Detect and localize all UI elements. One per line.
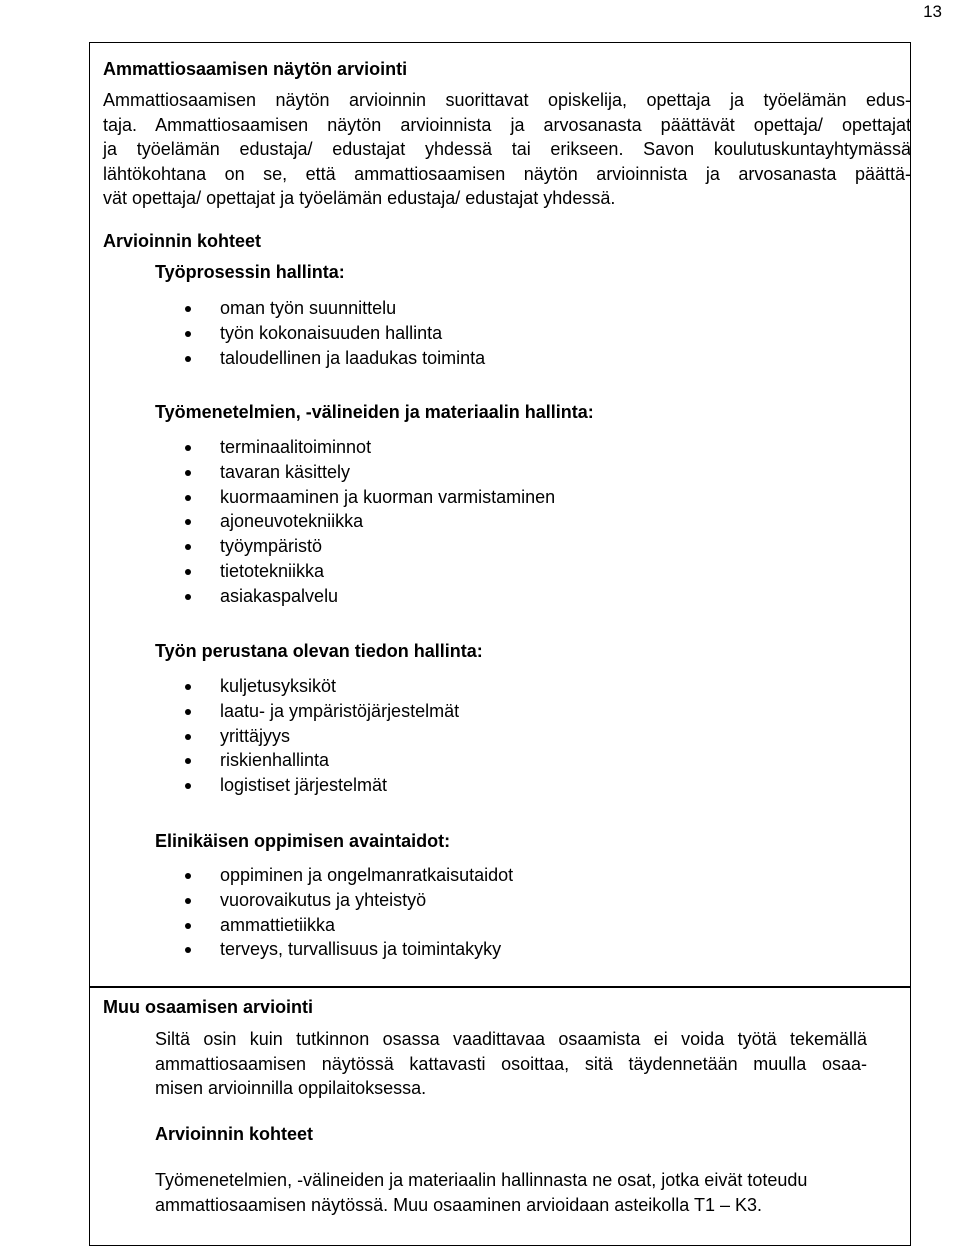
list-item: laatu- ja ympäristöjärjestelmät	[220, 699, 459, 724]
section-title: Muu osaamisen arviointi	[103, 997, 314, 1017]
page-number: 13	[923, 2, 942, 21]
paragraph-line: misen arvioinnilla oppilaitoksessa.	[155, 1078, 427, 1098]
list-item: oman työn suunnittelu	[220, 296, 485, 321]
list-item: kuormaaminen ja kuorman varmistaminen	[220, 485, 555, 510]
list-item: asiakaspalvelu	[220, 584, 555, 609]
paragraph-line: ja työelämän edustaja/ edustajat yhdessä tai erikseen. Savon koulutuskuntayhtymässä	[103, 139, 911, 159]
paragraph-line: lähtökohtana on se, että ammattiosaamisen näytön arvioinnista ja arvosanasta päättä-	[103, 163, 911, 184]
list-item: terminaalitoiminnot	[220, 435, 555, 460]
list-item: työympäristö	[220, 534, 555, 559]
list-item: työn kokonaisuuden hallinta	[220, 321, 485, 346]
list-item: kuljetusyksiköt	[220, 674, 459, 699]
paragraph	[155, 1027, 867, 1101]
list-item: tavaran käsittely	[220, 460, 555, 485]
list-item: ammattietiikka	[220, 913, 513, 938]
list-item: riskienhallinta	[220, 748, 459, 773]
group-title: Työn perustana olevan tiedon hallinta:	[155, 641, 483, 661]
group-title: Työmenetelmien, -välineiden ja materiaalin hallinta:	[155, 402, 594, 422]
bullet-list	[220, 435, 555, 609]
subheading: Arvioinnin kohteet	[103, 231, 262, 251]
bullet-list	[220, 296, 485, 370]
list-item: terveys, turvallisuus ja toimintakyky	[220, 937, 513, 962]
list-item: logistiset järjestelmät	[220, 773, 459, 798]
list-item: vuorovaikutus ja yhteistyö	[220, 888, 513, 913]
paragraph-line: Työmenetelmien, -välineiden ja materiaalin hallinnasta ne osat, jotka eivät toteudu	[155, 1170, 808, 1190]
group-title: Elinikäisen oppimisen avaintaidot:	[155, 831, 451, 851]
paragraph-line: Siltä osin kuin tutkinnon osassa vaadittavaa osaamista ei voida työtä tekemällä	[155, 1029, 867, 1049]
bullet-list	[220, 863, 513, 962]
paragraph-line: taja. Ammattiosaamisen näytön arvioinnista ja arvosanasta päättävät opettaja/ opettajat	[103, 114, 911, 135]
list-item: yrittäjyys	[220, 724, 459, 749]
subheading: Arvioinnin kohteet	[155, 1124, 314, 1144]
paragraph-line: vät opettaja/ opettajat ja työelämän edustaja/ edustajat yhdessä.	[103, 188, 616, 208]
bullet-list	[220, 674, 459, 798]
section-title: Ammattiosaamisen näytön arviointi	[103, 59, 408, 79]
paragraph-line: ammattiosaamisen näytössä. Muu osaaminen arvioidaan asteikolla T1 – K3.	[155, 1194, 762, 1215]
paragraph	[155, 1168, 895, 1217]
intro-paragraph	[103, 88, 911, 211]
list-item: oppiminen ja ongelmanratkaisutaidot	[220, 863, 513, 888]
list-item: taloudellinen ja laadukas toiminta	[220, 346, 485, 371]
assessment-section-box	[89, 42, 911, 988]
paragraph-line: Ammattiosaamisen näytön arvioinnin suorittavat opiskelija, opettaja ja työelämän edus-	[103, 90, 911, 110]
list-item: tietotekniikka	[220, 559, 555, 584]
paragraph-line: ammattiosaamisen näytössä kattavasti osoittaa, sitä täydennetään muulla osaa-	[155, 1053, 867, 1074]
list-item: ajoneuvotekniikka	[220, 509, 555, 534]
group-title: Työprosessin hallinta:	[155, 262, 345, 282]
other-assessment-box	[89, 986, 911, 1246]
